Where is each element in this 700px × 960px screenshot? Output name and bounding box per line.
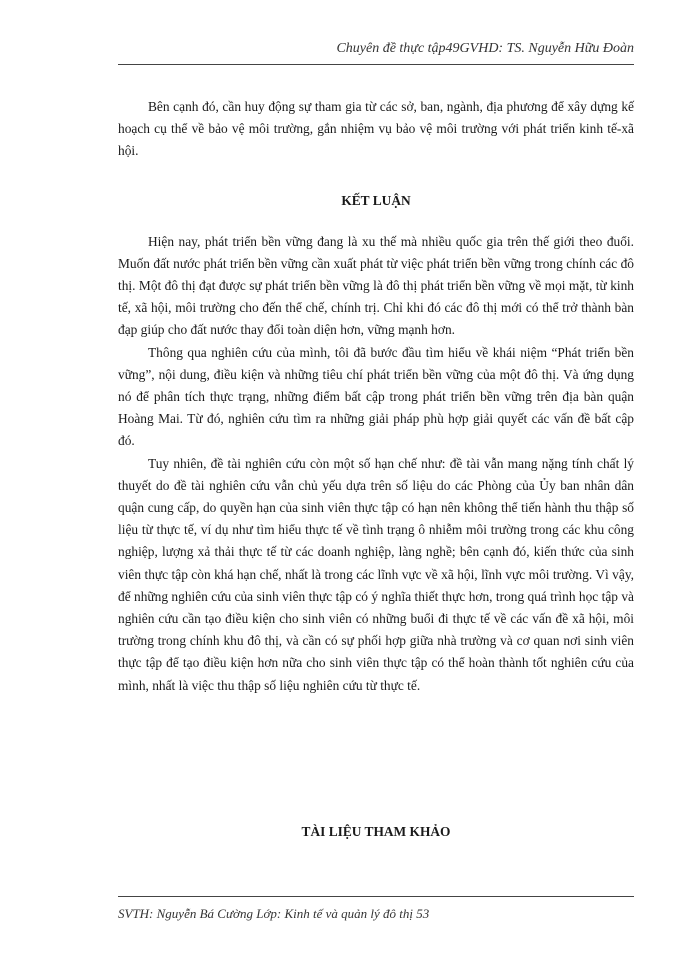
conclusion-paragraph-2: Thông qua nghiên cứu của mình, tôi đã bước đầu tìm hiểu về khái niệm “Phát triển bền vững”, nội dung, điều kiện và những tiêu chí phát triển bền vững của một đô thị. Và ứng dụng nó để phân tích thực trạng, những điểm bất cập trong phát triển bền vững trên địa bàn quận Hoàng Mai. Từ đó, nghiên cứu tìm ra những giải pháp phù hợp giải quyết các vấn đề bất cập đó. (118, 344, 634, 449)
document-body (118, 96, 634, 697)
references-heading: TÀI LIỆU THAM KHẢO (301, 824, 451, 839)
page-header: Chuyên đề thực tập49GVHD: TS. Nguyễn Hữu Đoàn (336, 41, 634, 56)
conclusion-heading: KẾT LUẬN (341, 192, 411, 208)
intro-paragraph: Bên cạnh đó, cần huy động sự tham gia từ các sở, ban, ngành, địa phương để xây dựng kế hoạch cụ thể về bảo vệ môi trường, gắn nhiệm vụ bảo vệ môi trường với phát triển kinh tế-xã hội. (118, 99, 634, 159)
conclusion-paragraph-3: Tuy nhiên, đề tài nghiên cứu còn một số hạn chế như: đề tài vẫn mang nặng tính chất lý thuyết do đề tài nghiên cứu vẫn chủ yếu dựa trên số liệu do các Phòng của Ủy ban nhân dân quận cung cấp, do quyền hạn của sinh viên thực tập có hạn nên không thể tiến hành thu thập số liệu từ thực tế, ví dụ như tìm hiểu thực tế về tình trạng ô nhiễm môi trường trong các khu công nghiệp, lượng xả thải thực tế từ các doanh nghiệp, làng nghề; bên cạnh đó, kiến thức của sinh viên thực tập còn khá hạn chế, nhất là trong các lĩnh vực về xã hội, lĩnh vực môi trường. Vì vậy, để những nghiên cứu của sinh viên thực tập có ý nghĩa thiết thực hơn, trong quá trình học tập và nghiên cứu cần tạo điều kiện cho sinh viên có những buổi đi thực tế về các vấn đề xã hội, môi trường trong chính khu đô thị, và cần có sự phối hợp giữa nhà trường và cơ quan nơi sinh viên thực tập để tạo điều kiện hơn nữa cho sinh viên thực tập có thể hoàn thành tốt nghiên cứu của mình, nhất là việc thu thập số liệu nghiên cứu từ thực tế. (118, 455, 634, 693)
page-footer: SVTH: Nguyễn Bá Cường Lớp: Kinh tế và quản lý đô thị 53 (118, 906, 430, 921)
footer-divider (118, 896, 634, 897)
header-divider (118, 64, 634, 65)
conclusion-paragraph-1: Hiện nay, phát triển bền vững đang là xu thế mà nhiều quốc gia trên thế giới theo đuổi. Muốn đất nước phát triển bền vững cần xuất phát từ việc phát triển bền vững trong chính các đô thị. Một đô thị đạt được sự phát triển bền vững là đô thị phát triển bền vững về mọi mặt, từ kinh tế, xã hội, môi trường cho đến thể chế, chính trị. Chỉ khi đó các đô thị mới có thể trở thành bàn đạp giúp cho đất nước thay đổi toàn diện hơn, vững mạnh hơn. (118, 233, 634, 338)
